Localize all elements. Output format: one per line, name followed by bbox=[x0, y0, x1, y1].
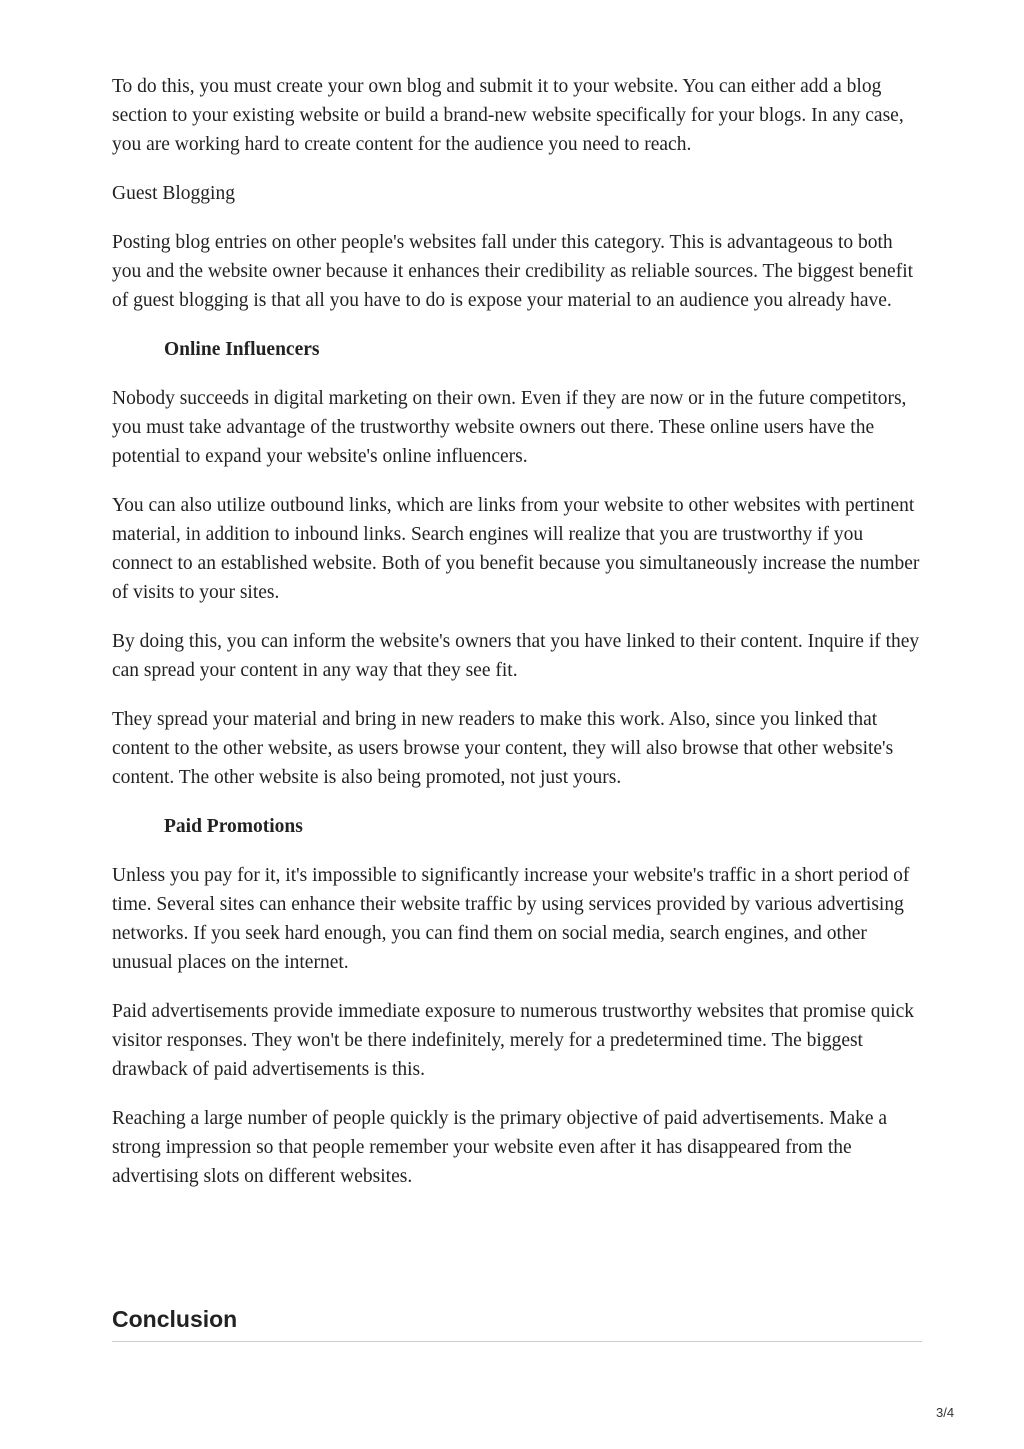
guest-blogging-label: Guest Blogging bbox=[112, 183, 235, 204]
article-body bbox=[112, 72, 924, 1211]
paragraph: To do this, you must create your own blog and submit it to your website. You can either add a blog section to your existing website or build a brand-new website specifically for your blogs. In any case, you are working hard to create content for the audience you need to reach. bbox=[112, 76, 904, 155]
paragraph: Paid advertisements provide immediate exposure to numerous trustworthy websites that promise quick visitor responses. They won't be there indefinitely, merely for a predetermined time. The biggest drawback of paid advertisements is this. bbox=[112, 1001, 915, 1080]
conclusion-heading: Conclusion bbox=[112, 1306, 922, 1342]
paragraph: Posting blog entries on other people's websites fall under this category. This is advantageous to both you and the website owner because it enhances their credibility as reliable sources. The biggest benefit of guest blogging is that all you have to do is expose your material to an audience you already have. bbox=[112, 232, 914, 311]
page-number: 3/4 bbox=[936, 1405, 955, 1420]
paragraph: They spread your material and bring in new readers to make this work. Also, since you linked that content to the other website, as users browse your content, they will also browse that other website's content. The other website is also being promoted, not just yours. bbox=[112, 709, 894, 788]
paragraph: You can also utilize outbound links, which are links from your website to other websites with pertinent material, in addition to inbound links. Search engines will realize that you are trustworthy if you connect to an established website. Both of you benefit because you simultaneously increase the number of visits to your sites. bbox=[112, 495, 920, 603]
paragraph: Unless you pay for it, it's impossible to significantly increase your website's traffic in a short period of time. Several sites can enhance their website traffic by using services provided by various advertising networks. If you seek hard enough, you can find them on social media, search engines, and other unusual places on the internet. bbox=[112, 865, 910, 973]
paid-promotions-heading: Paid Promotions bbox=[164, 816, 303, 837]
paragraph: Reaching a large number of people quickly is the primary objective of paid advertisements. Make a strong impression so that people remember your website even after it has disappeared from the advertising slots on different websites. bbox=[112, 1108, 888, 1187]
online-influencers-heading: Online Influencers bbox=[164, 339, 320, 360]
paragraph: By doing this, you can inform the website's owners that you have linked to their content. Inquire if they can spread your content in any way that they see fit. bbox=[112, 631, 920, 681]
paragraph: Nobody succeeds in digital marketing on their own. Even if they are now or in the future competitors, you must take advantage of the trustworthy website owners out there. These online users have the potential to expand your website's online influencers. bbox=[112, 388, 907, 467]
